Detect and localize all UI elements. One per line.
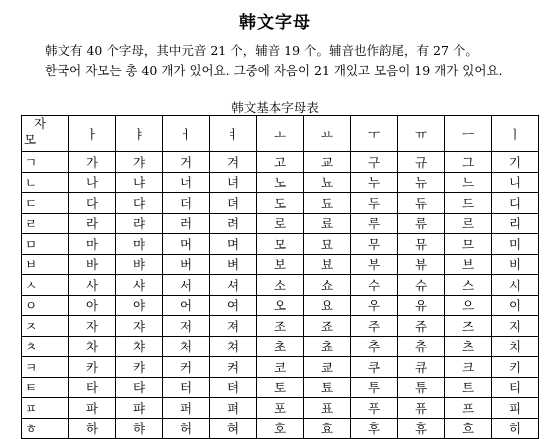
syllable-cell: 갸 — [116, 152, 163, 173]
vowel-header-cell: ㅠ — [398, 116, 445, 152]
syllable-cell: 타 — [69, 377, 116, 398]
consonant-header-cell: ㅎ — [22, 418, 69, 439]
syllable-cell: 추 — [351, 336, 398, 357]
syllable-cell: 유 — [398, 295, 445, 316]
syllable-cell: 흐 — [445, 418, 492, 439]
syllable-cell: 초 — [257, 336, 304, 357]
syllable-cell: 뉴 — [398, 172, 445, 193]
syllable-cell: 자 — [69, 316, 116, 337]
corner-cell — [22, 116, 69, 152]
syllable-cell: 프 — [445, 398, 492, 419]
syllable-cell: 됴 — [304, 193, 351, 214]
syllable-cell: 터 — [163, 377, 210, 398]
table-row — [22, 152, 539, 173]
vowel-header-cell: ㅡ — [445, 116, 492, 152]
consonant-header-cell: ㅂ — [22, 254, 69, 275]
table-row — [22, 234, 539, 255]
syllable-cell: 스 — [445, 275, 492, 296]
paragraph-korean: 한국어 자모는 총 40 개가 있어요. 그중에 자음이 21 개있고 모음이 19 개가 있어요. — [45, 63, 503, 78]
syllable-cell: 뱌 — [116, 254, 163, 275]
syllable-cell: 죠 — [304, 316, 351, 337]
syllable-cell: 노 — [257, 172, 304, 193]
syllable-cell: 다 — [69, 193, 116, 214]
syllable-cell: 부 — [351, 254, 398, 275]
syllable-cell: 그 — [445, 152, 492, 173]
syllable-cell: 토 — [257, 377, 304, 398]
syllable-cell: 벼 — [210, 254, 257, 275]
table-row — [22, 398, 539, 419]
consonant-header-cell: ㅋ — [22, 357, 69, 378]
syllable-cell: 댜 — [116, 193, 163, 214]
table-row — [22, 377, 539, 398]
syllable-cell: 교 — [304, 152, 351, 173]
syllable-cell: 툐 — [304, 377, 351, 398]
syllable-cell: 뷰 — [398, 254, 445, 275]
syllable-cell: 시 — [492, 275, 539, 296]
syllable-cell: 로 — [257, 213, 304, 234]
syllable-cell: 뮤 — [398, 234, 445, 255]
vowel-header-cell: ㅜ — [351, 116, 398, 152]
syllable-cell: 하 — [69, 418, 116, 439]
syllable-cell: 묘 — [304, 234, 351, 255]
syllable-cell: 티 — [492, 377, 539, 398]
syllable-cell: 큐 — [398, 357, 445, 378]
syllable-cell: 머 — [163, 234, 210, 255]
syllable-cell: 냐 — [116, 172, 163, 193]
syllable-cell: 쳐 — [210, 336, 257, 357]
syllable-cell: 리 — [492, 213, 539, 234]
vowel-header-row — [22, 116, 539, 152]
syllable-cell: 바 — [69, 254, 116, 275]
syllable-cell: 쟈 — [116, 316, 163, 337]
syllable-cell: 야 — [116, 295, 163, 316]
table-row — [22, 357, 539, 378]
syllable-cell: 마 — [69, 234, 116, 255]
table-row — [22, 418, 539, 439]
syllable-cell: 져 — [210, 316, 257, 337]
consonant-header-cell: ㅈ — [22, 316, 69, 337]
consonant-header-cell: ㅁ — [22, 234, 69, 255]
syllable-cell: 거 — [163, 152, 210, 173]
table-row — [22, 213, 539, 234]
syllable-cell: 파 — [69, 398, 116, 419]
syllable-cell: 보 — [257, 254, 304, 275]
syllable-cell: 려 — [210, 213, 257, 234]
document-title: 韩文字母 — [239, 13, 311, 33]
syllable-cell: 푸 — [351, 398, 398, 419]
syllable-cell: 랴 — [116, 213, 163, 234]
syllable-cell: 켜 — [210, 357, 257, 378]
syllable-cell: 기 — [492, 152, 539, 173]
syllable-cell: 슈 — [398, 275, 445, 296]
syllable-cell: 모 — [257, 234, 304, 255]
syllable-cell: 더 — [163, 193, 210, 214]
syllable-cell: 혀 — [210, 418, 257, 439]
syllable-cell: 료 — [304, 213, 351, 234]
syllable-cell: 요 — [304, 295, 351, 316]
consonant-header-cell: ㅍ — [22, 398, 69, 419]
table-row — [22, 316, 539, 337]
vowel-header-cell: ㅛ — [304, 116, 351, 152]
syllable-cell: 코 — [257, 357, 304, 378]
syllable-cell: 포 — [257, 398, 304, 419]
syllable-cell: 버 — [163, 254, 210, 275]
syllable-cell: 조 — [257, 316, 304, 337]
syllable-cell: 비 — [492, 254, 539, 275]
syllable-cell: 탸 — [116, 377, 163, 398]
syllable-cell: 르 — [445, 213, 492, 234]
syllable-cell: 먀 — [116, 234, 163, 255]
syllable-cell: 셔 — [210, 275, 257, 296]
table-row — [22, 336, 539, 357]
syllable-cell: 카 — [69, 357, 116, 378]
syllable-cell: 녀 — [210, 172, 257, 193]
syllable-cell: 치 — [492, 336, 539, 357]
syllable-cell: 사 — [69, 275, 116, 296]
syllable-cell: 브 — [445, 254, 492, 275]
syllable-cell: 겨 — [210, 152, 257, 173]
vowel-header-cell: ㅓ — [163, 116, 210, 152]
syllable-cell: 뇨 — [304, 172, 351, 193]
syllable-cell: 규 — [398, 152, 445, 173]
syllable-cell: 츠 — [445, 336, 492, 357]
syllable-cell: 느 — [445, 172, 492, 193]
syllable-cell: 뵤 — [304, 254, 351, 275]
syllable-cell: 주 — [351, 316, 398, 337]
corner-label-top: 자 — [34, 116, 47, 131]
consonant-header-cell: ㅊ — [22, 336, 69, 357]
syllable-cell: 허 — [163, 418, 210, 439]
syllable-cell: 러 — [163, 213, 210, 234]
syllable-cell: 저 — [163, 316, 210, 337]
syllable-cell: 쿠 — [351, 357, 398, 378]
syllable-cell: 여 — [210, 295, 257, 316]
syllable-cell: 키 — [492, 357, 539, 378]
syllable-cell: 쵸 — [304, 336, 351, 357]
syllable-cell: 피 — [492, 398, 539, 419]
table-caption: 韩文基本字母表 — [231, 100, 319, 115]
syllable-cell: 퍄 — [116, 398, 163, 419]
syllable-cell: 크 — [445, 357, 492, 378]
consonant-header-cell: ㄴ — [22, 172, 69, 193]
syllable-cell: 후 — [351, 418, 398, 439]
syllable-cell: 며 — [210, 234, 257, 255]
consonant-header-cell: ㄱ — [22, 152, 69, 173]
table-row — [22, 172, 539, 193]
syllable-cell: 퍼 — [163, 398, 210, 419]
syllable-cell: 지 — [492, 316, 539, 337]
syllable-cell: 드 — [445, 193, 492, 214]
consonant-header-cell: ㅌ — [22, 377, 69, 398]
syllable-cell: 처 — [163, 336, 210, 357]
syllable-cell: 오 — [257, 295, 304, 316]
consonant-header-cell: ㅇ — [22, 295, 69, 316]
syllable-cell: 아 — [69, 295, 116, 316]
syllable-cell: 두 — [351, 193, 398, 214]
syllable-cell: 루 — [351, 213, 398, 234]
table-row — [22, 193, 539, 214]
syllable-cell: 휴 — [398, 418, 445, 439]
vowel-header-cell: ㅣ — [492, 116, 539, 152]
syllable-cell: 펴 — [210, 398, 257, 419]
syllable-cell: 디 — [492, 193, 539, 214]
syllable-cell: 듀 — [398, 193, 445, 214]
syllable-cell: 호 — [257, 418, 304, 439]
syllable-cell: 쇼 — [304, 275, 351, 296]
syllable-cell: 소 — [257, 275, 304, 296]
paragraph-chinese: 韩文有 40 个字母，其中元音 21 个，辅音 19 个。辅音也作韵尾，有 27 个。 — [45, 43, 478, 58]
syllable-cell: 우 — [351, 295, 398, 316]
consonant-header-cell: ㄷ — [22, 193, 69, 214]
syllable-cell: 햐 — [116, 418, 163, 439]
syllable-cell: 이 — [492, 295, 539, 316]
table-row — [22, 275, 539, 296]
syllable-cell: 퓨 — [398, 398, 445, 419]
syllable-cell: 즈 — [445, 316, 492, 337]
syllable-cell: 수 — [351, 275, 398, 296]
syllable-cell: 쥬 — [398, 316, 445, 337]
syllable-cell: 투 — [351, 377, 398, 398]
syllable-cell: 누 — [351, 172, 398, 193]
vowel-header-cell: ㅑ — [116, 116, 163, 152]
syllable-cell: 류 — [398, 213, 445, 234]
syllable-cell: 튜 — [398, 377, 445, 398]
syllable-cell: 라 — [69, 213, 116, 234]
syllable-cell: 샤 — [116, 275, 163, 296]
syllable-cell: 도 — [257, 193, 304, 214]
syllable-cell: 나 — [69, 172, 116, 193]
syllable-cell: 차 — [69, 336, 116, 357]
syllable-cell: 미 — [492, 234, 539, 255]
table-row — [22, 254, 539, 275]
syllable-cell: 쿄 — [304, 357, 351, 378]
syllable-cell: 니 — [492, 172, 539, 193]
table-row — [22, 295, 539, 316]
vowel-header-cell: ㅕ — [210, 116, 257, 152]
syllable-cell: 츄 — [398, 336, 445, 357]
syllable-cell: 서 — [163, 275, 210, 296]
syllable-cell: 효 — [304, 418, 351, 439]
syllable-cell: 가 — [69, 152, 116, 173]
syllable-cell: 어 — [163, 295, 210, 316]
syllable-cell: 커 — [163, 357, 210, 378]
syllable-cell: 뎌 — [210, 193, 257, 214]
hangul-alphabet-table — [21, 115, 539, 439]
syllable-cell: 무 — [351, 234, 398, 255]
syllable-cell: 챠 — [116, 336, 163, 357]
vowel-header-cell: ㅗ — [257, 116, 304, 152]
syllable-cell: 표 — [304, 398, 351, 419]
syllable-cell: 너 — [163, 172, 210, 193]
consonant-header-cell: ㅅ — [22, 275, 69, 296]
syllable-cell: 므 — [445, 234, 492, 255]
syllable-cell: 고 — [257, 152, 304, 173]
vowel-header-cell: ㅏ — [69, 116, 116, 152]
syllable-cell: 구 — [351, 152, 398, 173]
syllable-cell: 히 — [492, 418, 539, 439]
syllable-cell: 캬 — [116, 357, 163, 378]
syllable-cell: 텨 — [210, 377, 257, 398]
consonant-header-cell: ㄹ — [22, 213, 69, 234]
corner-label-bottom: 모 — [24, 132, 37, 147]
syllable-cell: 트 — [445, 377, 492, 398]
syllable-cell: 으 — [445, 295, 492, 316]
